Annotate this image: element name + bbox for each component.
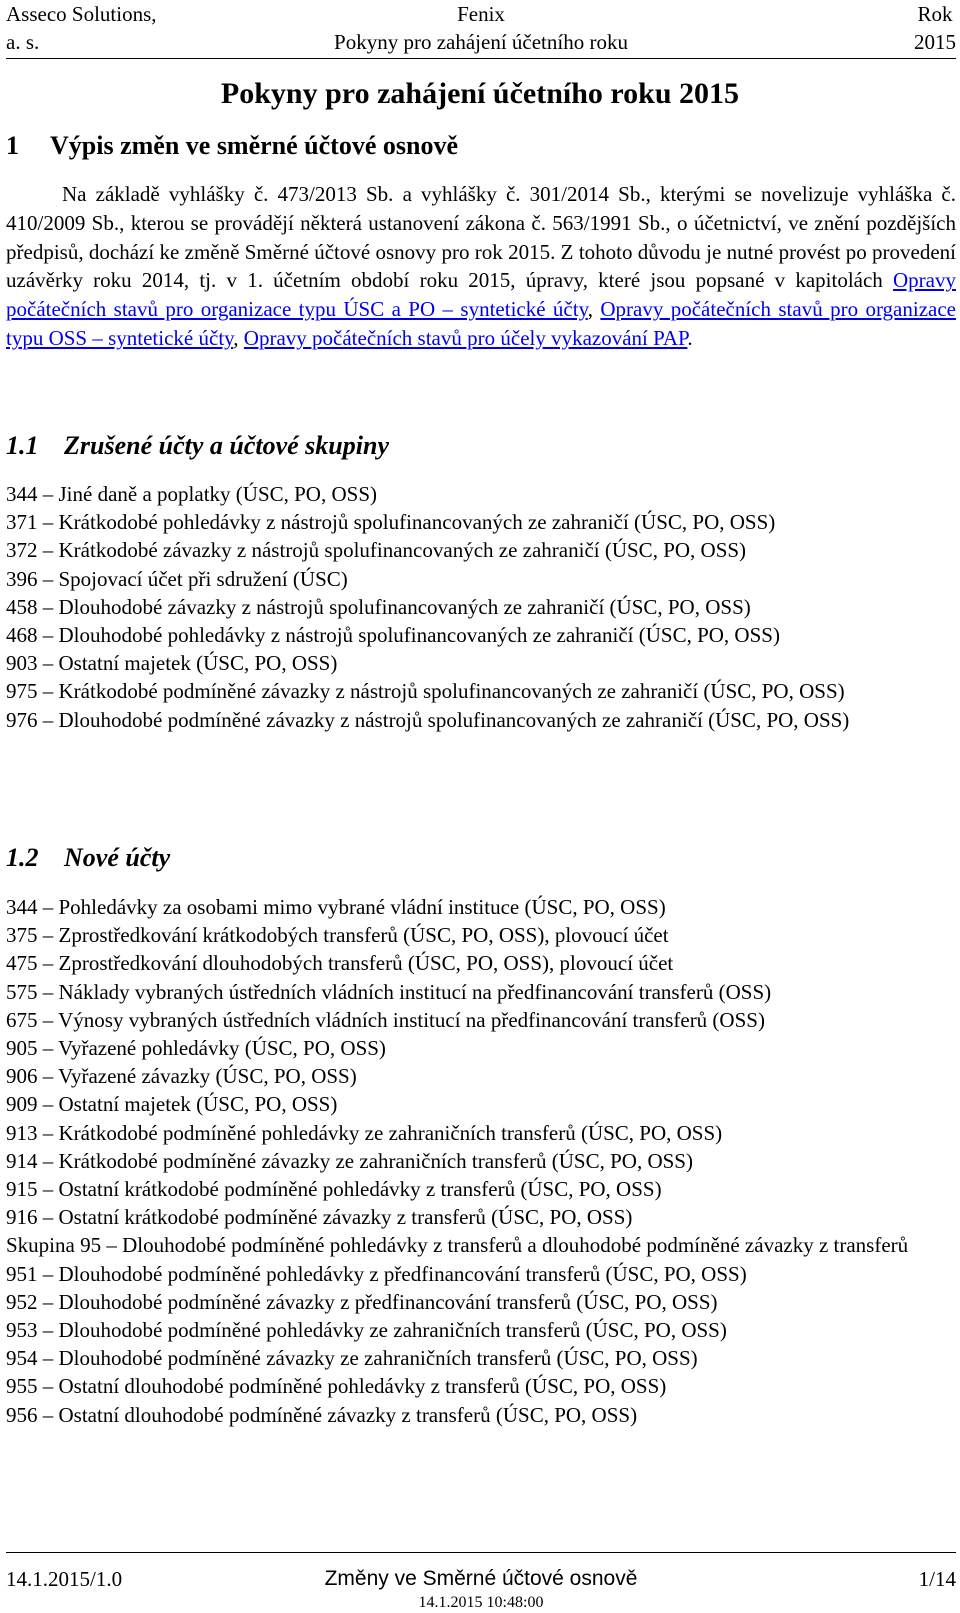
list-item: 905 – Vyřazené pohledávky (ÚSC, PO, OSS): [6, 1036, 386, 1061]
intro-paragraph: [6, 180, 956, 353]
section-1-1-heading: [6, 428, 389, 464]
footer-version: 14.1.2015/1.0: [6, 1567, 123, 1591]
link-opravy-pap[interactable]: Opravy počátečních stavů pro účely vykazování PAP: [243, 325, 688, 350]
list-item: 675 – Výnosy vybraných ústředních vládních institucí na předfinancování transferů (OSS): [6, 1007, 765, 1032]
header-document-name: Pokyny pro zahájení účetního roku: [334, 30, 628, 54]
list-item: 903 – Ostatní majetek (ÚSC, PO, OSS): [6, 651, 338, 676]
list-item: 344 – Jiné daně a poplatky (ÚSC, PO, OSS): [6, 482, 377, 506]
section-1-1-number: 1.1: [6, 431, 39, 460]
header-center: [206, 0, 756, 56]
link-opravy-oss[interactable]: Opravy počátečních stavů pro organizace typu OSS – syntetické účty: [6, 297, 956, 350]
footer-timestamp: 14.1.2015 10:48:00: [418, 1594, 544, 1611]
link-opravy-usc-po[interactable]: Opravy počátečních stavů pro organizace typu ÚSC a PO – syntetické účty: [6, 268, 956, 322]
page-header: [6, 0, 956, 59]
list-item: 372 – Krátkodobé závazky z nástrojů spolufinancovaných ze zahraničí (ÚSC, PO, OSS): [6, 538, 747, 563]
list-item: 954 – Dlouhodobé podmíněné závazky ze zahraničních transferů (ÚSC, PO, OSS): [6, 1346, 698, 1371]
list-item: 976 – Dlouhodobé podmíněné závazky z nástrojů spolufinancovaných ze zahraničí (ÚSC, PO, OSS): [6, 707, 850, 732]
list-item: 375 – Zprostředkování krátkodobých transferů (ÚSC, PO, OSS), plovoucí účet: [6, 923, 669, 948]
section-1-heading: [6, 128, 458, 164]
list-item: 975 – Krátkodobé podmíněné závazky z nástrojů spolufinancovaných ze zahraničí (ÚSC, PO, OSS): [6, 679, 845, 704]
list-item: 953 – Dlouhodobé podmíněné pohledávky ze zahraničních transferů (ÚSC, PO, OSS): [6, 1318, 727, 1343]
list-item: 475 – Zprostředkování dlouhodobých transferů (ÚSC, PO, OSS), plovoucí účet: [6, 951, 674, 976]
header-company-line-2: a. s.: [6, 30, 40, 54]
header-product: Fenix: [457, 2, 505, 26]
document-title: Pokyny pro zahájení účetního roku 2015: [220, 77, 740, 110]
list-item: 952 – Dlouhodobé podmíněné závazky z předfinancování transferů (ÚSC, PO, OSS): [6, 1289, 718, 1314]
list-item: 915 – Ostatní krátkodobé podmíněné pohledávky z transferů (ÚSC, PO, OSS): [6, 1177, 662, 1202]
header-year-value: 2015: [914, 30, 956, 54]
header-year-label: Rok: [917, 2, 953, 26]
list-item: 916 – Ostatní krátkodobé podmíněné závazky z transferů (ÚSC, PO, OSS): [6, 1205, 633, 1230]
section-1-title: Výpis změn ve směrné účtové osnově: [50, 131, 458, 160]
list-item: Skupina 95 – Dlouhodobé podmíněné pohledávky z transferů a dlouhodobé podmíněné závazky z transferů: [6, 1233, 909, 1258]
list-item: 914 – Krátkodobé podmíněné závazky ze zahraničních transferů (ÚSC, PO, OSS): [6, 1148, 693, 1173]
section-1-2-number: 1.2: [6, 843, 39, 872]
list-item: 344 – Pohledávky za osobami mimo vybrané vládní instituce (ÚSC, PO, OSS): [6, 895, 666, 919]
cancelled-accounts-list: [6, 480, 956, 734]
list-item: 906 – Vyřazené závazky (ÚSC, PO, OSS): [6, 1064, 357, 1089]
page-footer: [6, 1552, 956, 1613]
list-item: 909 – Ostatní majetek (ÚSC, PO, OSS): [6, 1092, 338, 1117]
footer-title: Změny ve Směrné účtové osnově: [324, 1567, 638, 1590]
list-item: 956 – Ostatní dlouhodobé podmíněné závazky z transferů (ÚSC, PO, OSS): [6, 1402, 638, 1427]
list-item: 955 – Ostatní dlouhodobé podmíněné pohledávky z transferů (ÚSC, PO, OSS): [6, 1374, 667, 1399]
section-1-2-title: Nové účty: [64, 843, 171, 872]
header-company-line-1: Asseco Solutions,: [6, 2, 157, 26]
intro-text: Na základě vyhlášky č. 473/2013 Sb. a vyhlášky č. 301/2014 Sb., kterými se novelizuje vyhláška č. 410/2009 Sb., kterou se provádějí některá ustanovení zákona č. 563/1991 Sb., o účetnictví, ve znění pozdějších předpisů, dochází ke změně Směrné účtové osnovy pro rok 2015. Z tohoto důvodu je nutné provést po provedení uzávěrky roku 2014, tj. v 1. účetním období roku 2015, úpravy, které jsou popsané v kapitolách: [6, 182, 956, 293]
list-item: 913 – Krátkodobé podmíněné pohledávky ze zahraničních transferů (ÚSC, PO, OSS): [6, 1120, 723, 1145]
list-item: 458 – Dlouhodobé závazky z nástrojů spolufinancovaných ze zahraničí (ÚSC, PO, OSS): [6, 594, 751, 619]
intro-separator-1: ,: [587, 297, 601, 322]
list-item: 371 – Krátkodobé pohledávky z nástrojů spolufinancovaných ze zahraničí (ÚSC, PO, OSS): [6, 510, 776, 535]
intro-end: .: [687, 325, 693, 350]
section-1-number: 1: [6, 131, 19, 160]
new-accounts-list: [6, 893, 956, 1429]
intro-separator-2: ,: [233, 325, 244, 350]
section-1-2-heading: [6, 840, 170, 876]
footer-page-number: 1/14: [918, 1567, 956, 1591]
list-item: 468 – Dlouhodobé pohledávky z nástrojů spolufinancovaných ze zahraničí (ÚSC, PO, OSS): [6, 623, 780, 648]
header-company: [6, 0, 157, 56]
header-year: [914, 0, 956, 56]
list-item: 951 – Dlouhodobé podmíněné pohledávky z předfinancování transferů (ÚSC, PO, OSS): [6, 1261, 747, 1286]
list-item: 575 – Náklady vybraných ústředních vládních institucí na předfinancování transferů (OSS): [6, 979, 772, 1004]
list-item: 396 – Spojovací účet při sdružení (ÚSC): [6, 566, 348, 591]
section-1-1-title: Zrušené účty a účtové skupiny: [64, 431, 389, 460]
